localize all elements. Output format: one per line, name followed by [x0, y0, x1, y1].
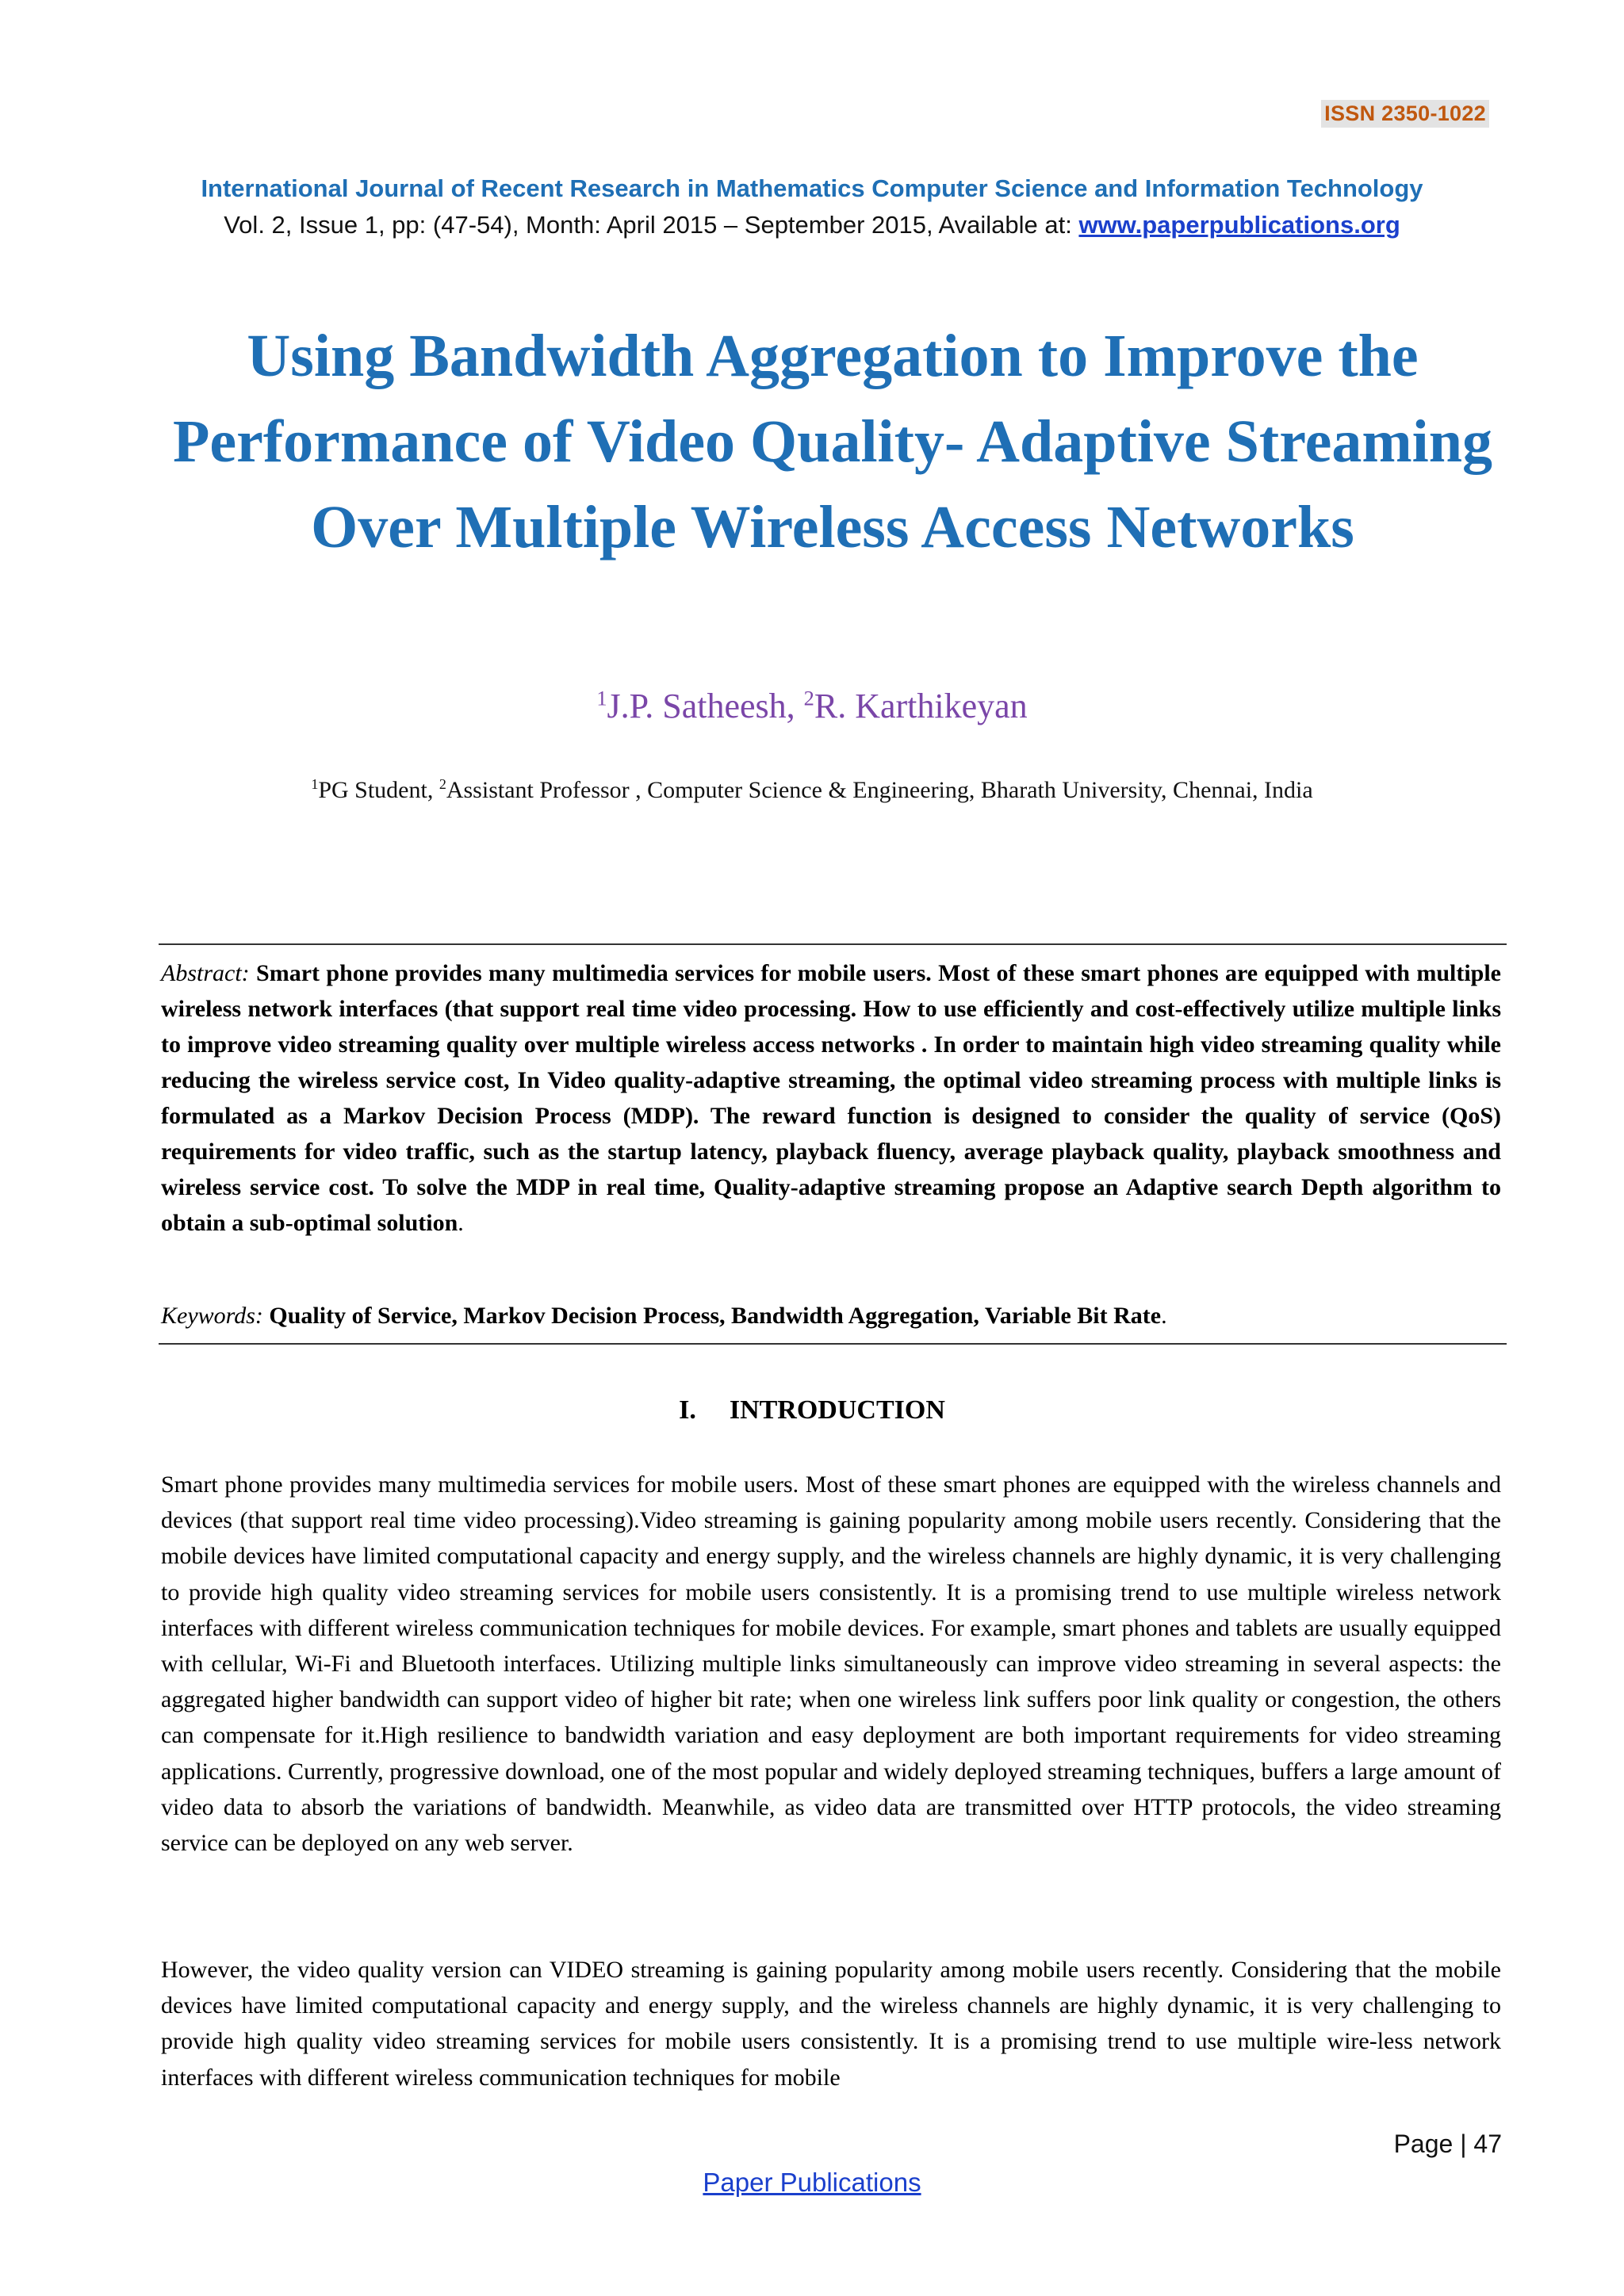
section-number: I. — [679, 1395, 696, 1425]
body-paragraph: However, the video quality version can VIDEO streaming is gaining popularity among mobile users recently. Considering that the mobile devices have limited computational capacity and energy supply, and the wireless channels are highly dynamic, it is very challenging to provide high quality video streaming services for mobile users consistently. It is a promising trend to use multiple wire-less network interfaces with different wireless communication techniques for mobile — [161, 1957, 1501, 2091]
keywords-end: . — [1161, 1303, 1167, 1329]
issn-label: ISSN 2350-1022 — [1321, 100, 1489, 128]
keywords-text: Quality of Service, Markov Decision Process, Bandwidth Aggregation, Variable Bit Rate — [269, 1303, 1162, 1329]
affiliation-line — [0, 777, 1624, 804]
journal-details — [0, 211, 1624, 239]
affil1-mark: 1 — [311, 776, 319, 792]
abstract-text: Smart phone provides many multimedia services for mobile users. Most of these smart phones are equipped with multiple wireless network interfaces (that support real time video processing. How to use efficiently and cost-effectively utilize multiple links to improve video streaming quality over multiple wireless access networks . In order to maintain high video streaming quality while reducing the wireless service cost, In Video quality-adaptive streaming, the optimal video streaming process with multiple links is formulated as a Markov Decision Process (MDP). The reward function is designed to consider the quality of service (QoS) requirements for video traffic, such as the startup latency, playback fluency, average playback quality, playback smoothness and wireless service cost. To solve the MDP in real time, Quality-adaptive streaming propose an Adaptive search Depth algorithm to obtain a sub-optimal solution — [161, 960, 1502, 1236]
publisher-link[interactable]: Paper Publications — [703, 2168, 921, 2197]
journal-name: International Journal of Recent Research in Mathematics Computer Science and Information Technology — [201, 174, 1423, 202]
abstract-label: Abstract: — [161, 960, 250, 986]
section-title: INTRODUCTION — [729, 1395, 945, 1425]
abstract-bottom-rule — [159, 1343, 1507, 1345]
paper-title: Using Bandwidth Aggregation to Improve the Performance of Video Quality- Adaptive Streaming Over Multiple Wireless Access Networks — [172, 323, 1493, 561]
page-number: Page | 47 — [1393, 2130, 1502, 2158]
author-list — [0, 686, 1624, 726]
journal-url-link[interactable]: www.paperpublications.org — [1078, 211, 1400, 239]
author2-name: R. Karthikeyan — [814, 687, 1028, 725]
affil2-mark: 2 — [439, 776, 446, 792]
section-heading-introduction — [0, 1395, 1624, 1425]
affil1-text: PG Student, — [318, 777, 439, 803]
keywords-label: Keywords: — [161, 1303, 263, 1329]
author1-name: J.P. Satheesh, — [607, 687, 804, 725]
author1-affiliation-mark: 1 — [596, 686, 607, 710]
abstract-end: . — [458, 1210, 464, 1236]
abstract-top-rule — [159, 943, 1507, 945]
journal-details-text: Vol. 2, Issue 1, pp: (47-54), Month: April 2015 – September 2015, Available at: — [224, 211, 1079, 239]
affil2-text: Assistant Professor , Computer Science & Engineering, Bharath University, Chennai, India — [446, 777, 1313, 803]
body-paragraph: Smart phone provides many multimedia services for mobile users. Most of these smart phones are equipped with the wireless channels and devices (that support real time video processing).Video streaming is gaining popularity among mobile users recently. Considering that the mobile devices have limited computational capacity and energy supply, and the wireless channels are highly dynamic, it is very challenging to provide high quality video streaming services for mobile users consistently. It is a promising trend to use multiple wireless network interfaces with different wireless communication techniques for mobile devices. For example, smart phones and tablets are usually equipped with cellular, Wi-Fi and Bluetooth interfaces. Utilizing multiple links simultaneously can improve video streaming in several aspects: the aggregated higher bandwidth can support video of higher bit rate; when one wireless link suffers poor link quality or congestion, the others can compensate for it.High resilience to bandwidth variation and easy deployment are both important requirements for video streaming applications. Currently, progressive download, one of the most popular and widely deployed streaming techniques, buffers a large amount of video data to absorb the variations of bandwidth. Meanwhile, as video data are transmitted over HTTP protocols, the video streaming service can be deployed on any web server. — [161, 1471, 1501, 1857]
keywords — [161, 1298, 1501, 1334]
author2-affiliation-mark: 2 — [803, 686, 814, 710]
abstract — [161, 955, 1501, 1241]
